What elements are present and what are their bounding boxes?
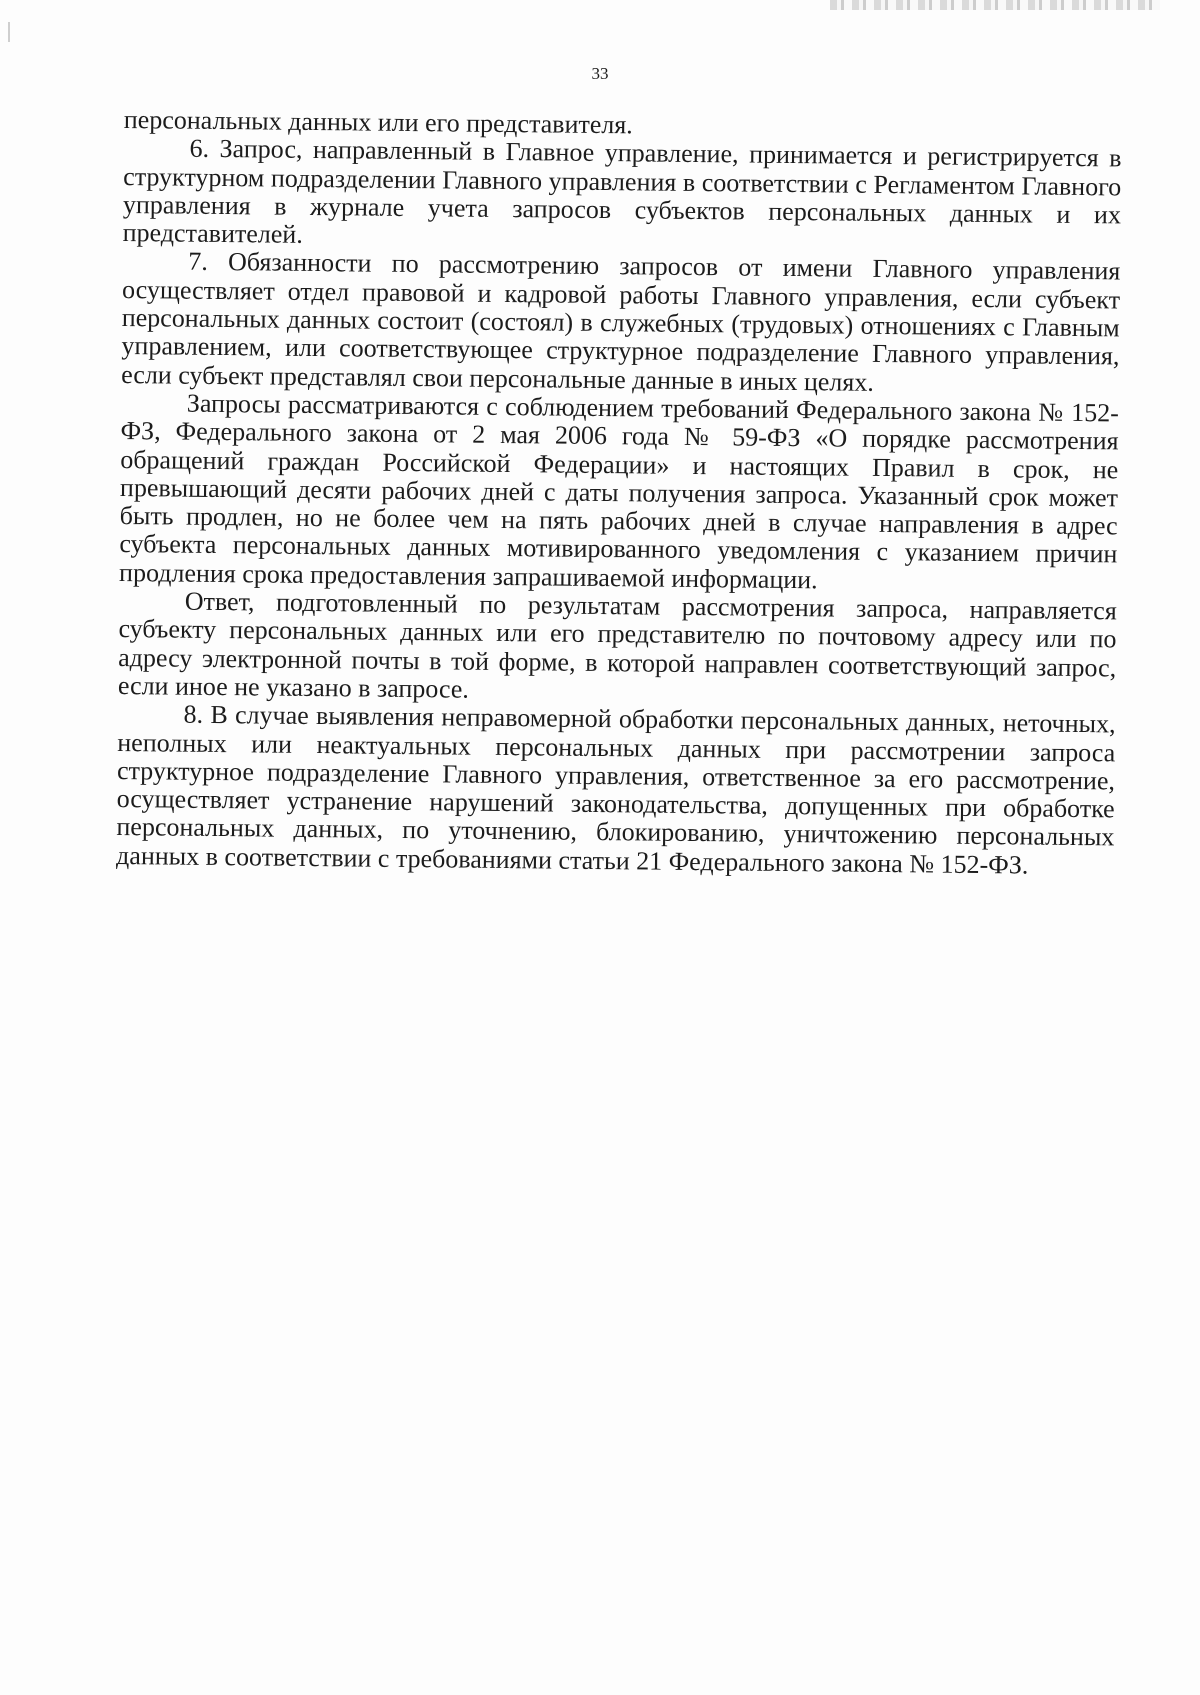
document-body xyxy=(116,106,1122,880)
paragraph-continuation: персональных данных или его представителя. xyxy=(123,105,633,140)
paragraph-response: Ответ, подготовленный по результатам рассмотрения запроса, направляется субъекту персональных данных или его представителю по почтовому адресу или по адресу электронной почты в той форме, в которой направлен соответствующий запрос, если иное не указано в запросе. xyxy=(117,586,1117,704)
scan-artifact xyxy=(830,0,1160,10)
page-number: 33 xyxy=(591,64,609,83)
scan-artifact xyxy=(8,22,10,42)
paragraph-requests-review: Запросы рассматриваются с соблюдением требований Федерального закона № 152-ФЗ, Федерального закона от 2 мая 2006 года № 59-ФЗ «О порядке рассмотрения обращений граждан Российской Федерации» и настоящих Правил в срок, не превышающий десяти рабочих дней с даты получения запроса. Указанный срок может быть продлен, но не более чем на пять рабочих дней в случае направления в адрес субъекта персональных данных мотивированного уведомления с указанием причин продления срока предоставления запрашиваемой информации. xyxy=(118,388,1119,595)
paragraph-item-8: 8. В случае выявления неправомерной обработки персональных данных, неточных, неполных или неактуальных персональных данных при рассмотрении запроса структурное подразделение Главного управления, ответственное за его рассмотрение, осуществляет устранение нарушений законодательства, допущенных при обработке персональных данных, по уточнению, блокированию, уничтожению персональных данных в соответствии с требованиями статьи 21 Федерального закона № 152-ФЗ. xyxy=(116,699,1116,880)
paragraph-item-6: 6. Запрос, направленный в Главное управление, принимается и регистрируется в структурном подразделении Главного управления в соответствии с Регламентом Главного управления в журнале учета запросов субъектов персональных данных и их представителей. xyxy=(122,133,1122,250)
paragraph-item-7: 7. Обязанности по рассмотрению запросов от имени Главного управления осуществляет отдел правовой и кадровой работы Главного управления, если субъект персональных данных состоит (состоял) в служебных (трудовых) отношениях с Главным управлением, или соответствующее структурное подразделение Главного управления, если субъект представлял свои персональные данные в иных целях. xyxy=(121,247,1121,397)
